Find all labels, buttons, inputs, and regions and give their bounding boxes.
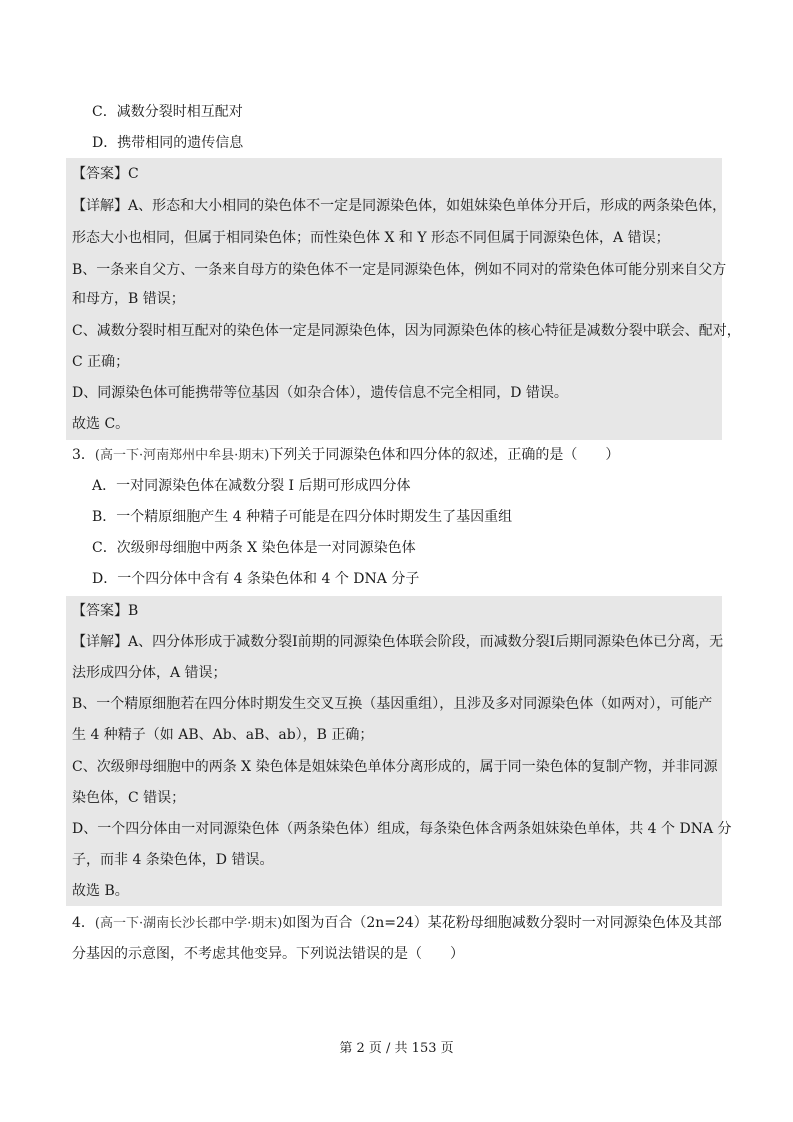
q2-detail-line: C 正确； — [72, 354, 130, 370]
q3-source: (高一下·河南郑州中牟县·期末) — [94, 448, 270, 463]
q4-stem-text: 如图为百合（2n=24）某花粉母细胞减数分裂时一对同源染色体及其部 — [282, 915, 722, 931]
q3-answer: 【答案】B — [72, 603, 139, 619]
q3-stem-text: 下列关于同源染色体和四分体的叙述，正确的是（ ） — [269, 447, 620, 463]
q3-detail-line: 故选 B。 — [72, 883, 129, 899]
q2-detail-line: C、减数分裂时相互配对的染色体一定是同源染色体，因为同源染色体的核心特征是减数分裂中联会、配对， — [72, 323, 741, 339]
q3-detail-line: C、次级卵母细胞中的两条 X 染色体是姐妹染色单体分离形成的，属于同一染色体的复制产物，并非同源 — [72, 759, 718, 775]
q4-stem-line-1 — [72, 913, 722, 933]
q2-answer: 【答案】C — [72, 166, 139, 182]
q3-detail-line: B、一个精原细胞若在四分体时期发生交叉互换（基因重组），且涉及多对同源染色体（如两对），可能产 — [72, 696, 713, 712]
q4-stem-line-2: 分基因的示意图，不考虑其他变异。下列说法错误的是（ ） — [72, 946, 464, 962]
q2-detail-line: D、同源染色体可能携带等位基因（如杂合体），遗传信息不完全相同，D 错误。 — [72, 385, 568, 401]
q4-source: (高一下·湖南长沙长郡中学·期末) — [94, 916, 283, 931]
page-footer: 第 2 页 / 共 153 页 — [339, 1041, 454, 1056]
q3-detail-line: 子，而非 4 条染色体，D 错误。 — [72, 852, 274, 868]
q2-detail-line: 【详解】A、形态和大小相同的染色体不一定是同源染色体，如姐妹染色单体分开后，形成的两条染色体， — [72, 198, 727, 214]
q2-detail-line: 和母方，B 错误； — [72, 291, 185, 307]
q2-detail-line: 故选 C。 — [72, 416, 130, 432]
q3-detail-line: 【详解】A、四分体形成于减数分裂Ⅰ前期的同源染色体联会阶段，而减数分裂Ⅰ后期同源染色体已分离，无 — [72, 634, 724, 650]
q3-number: 3． — [72, 447, 95, 463]
q3-option-a: A．一对同源染色体在减数分裂 I 后期可形成四分体 — [92, 478, 411, 494]
q2-detail-line: 形态大小也相同，但属于相同染色体；而性染色体 X 和 Y 形态不同但属于同源染色体，A 错误； — [72, 230, 670, 246]
q3-stem — [72, 445, 619, 465]
q2-option-d: D．携带相同的遗传信息 — [92, 135, 244, 151]
q3-option-c: C．次级卵母细胞中两条 X 染色体是一对同源染色体 — [92, 540, 416, 556]
q2-option-c: C．减数分裂时相互配对 — [92, 104, 243, 120]
q3-detail-line: 生 4 种精子（如 AB、Ab、aB、ab），B 正确； — [72, 727, 374, 743]
q4-number: 4． — [72, 915, 95, 931]
q3-detail-line: 染色体，C 错误； — [72, 790, 186, 806]
q3-detail-line: D、一个四分体由一对同源染色体（两条染色体）组成，每条染色体含两条姐妹染色单体，共 4 个 DNA 分 — [72, 821, 732, 837]
q3-option-d: D．一个四分体中含有 4 条染色体和 4 个 DNA 分子 — [92, 571, 420, 587]
q3-detail-line: 法形成四分体，A 错误； — [72, 665, 227, 681]
q2-detail-line: B、一条来自父方、一条来自母方的染色体不一定是同源染色体，例如不同对的常染色体可能分别来自父方 — [72, 262, 727, 278]
q3-option-b: B．一个精原细胞产生 4 种精子可能是在四分体时期发生了基因重组 — [92, 509, 513, 525]
